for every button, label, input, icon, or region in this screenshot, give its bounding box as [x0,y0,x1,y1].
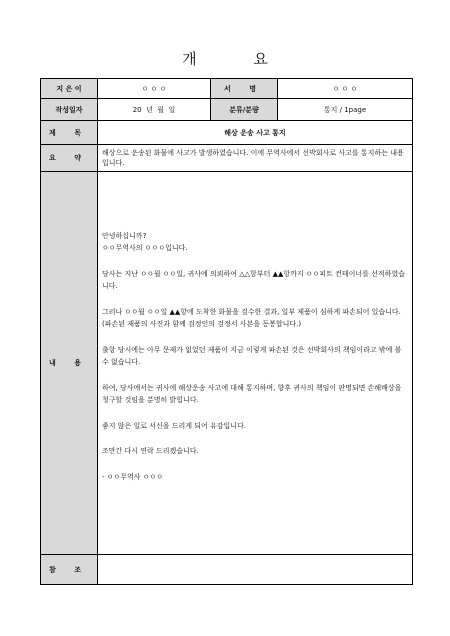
document-form [40,78,413,585]
sign-value: ㅇ ㅇ ㅇ [278,79,413,99]
paragraph-contact: 조만간 다시 연락 드리겠습니다. [102,447,199,456]
content-label: 내 용 [41,172,98,555]
author-value: ㅇ ㅇ ㅇ [98,79,211,99]
page-title: 개 요 [182,50,294,68]
category-label: 분류/분량 [211,99,278,121]
paragraph-claim: 하여, 당사에서는 귀사에 해상운송 사고에 대해 통지하며, 향후 귀사의 책임이 판명되면 손해배상을 청구할 것임을 분명히 밝힙니다. [102,383,402,405]
subject-label: 제 목 [41,121,98,145]
summary-value: 해상으로 운송된 화물에 사고가 발생하였습니다. 이에 무역사에서 선박회사로 사고를 통지하는 내용입니다. [98,145,413,172]
author-label: 지 은 이 [41,79,98,99]
reference-label: 참 조 [41,555,98,585]
greeting-line-2: ㅇㅇ무역사의 ㅇㅇㅇ입니다. [102,244,188,253]
date-value: 20 년 월 일 [98,99,211,121]
content-body [98,172,413,555]
sign-label: 서 명 [211,79,278,99]
paragraph-responsibility: 출항 당시에는 아무 문제가 없었던 제품이 지금 이렇게 파손된 것은 선박회사의 책임이라고 밖에 볼 수 없습니다. [102,345,402,367]
greeting-line-1: 안녕하십니까? [102,231,147,240]
paragraph-regret: 좋지 않은 일로 서신을 드리게 되어 유감입니다. [102,421,247,430]
date-label: 작성일자 [41,99,98,121]
signature-line: - ㅇㅇ무역사 ㅇㅇㅇ [102,472,164,481]
category-value: 통지 / 1page [278,99,413,121]
subject-value: 해상 운송 사고 통지 [98,121,413,145]
paragraph-shipment: 당사는 지난 ㅇㅇ월 ㅇㅇ일, 귀사에 의뢰하여 △△항부터 ▲▲항까지 ㅇㅇ피트 컨테이너를 선적하였습니다. [102,269,405,291]
reference-value [98,555,413,585]
paragraph-attachment: (파손된 제품의 사진과 함께 검정인의 검정서 사본을 동봉합니다.) [102,320,302,329]
summary-label: 요 약 [41,145,98,172]
paragraph-damage: 그러나 ㅇㅇ월 ㅇㅇ일 ▲▲항에 도착한 화물을 검수한 결과, 일부 제품이 심하게 파손되어 있습니다. [102,307,401,316]
